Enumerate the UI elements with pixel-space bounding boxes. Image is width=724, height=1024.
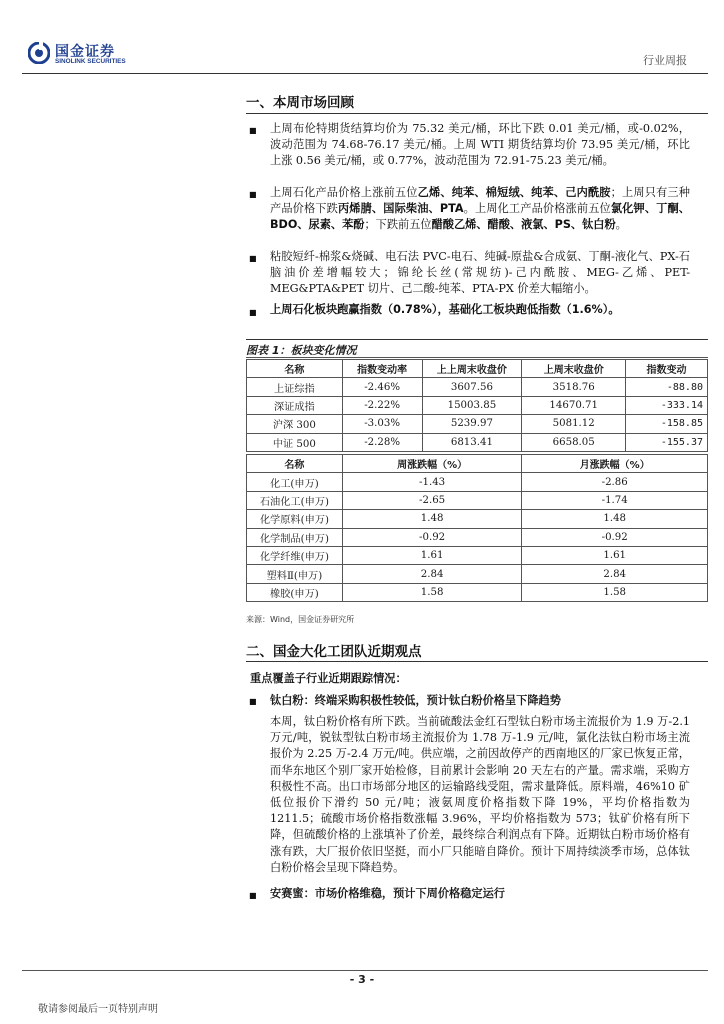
table-row [247, 396, 708, 414]
cell: 沪深 300 [247, 415, 343, 433]
cell: -2.65 [342, 491, 522, 509]
cell: -0.92 [342, 528, 522, 546]
cell: 上证综指 [247, 378, 343, 396]
cell: -2.46% [342, 378, 422, 396]
table-row [247, 565, 708, 583]
caption-rule [246, 357, 708, 358]
cell: -2.86 [522, 473, 708, 491]
cell: 15003.85 [422, 396, 522, 414]
cell: 化工(申万) [247, 473, 343, 491]
cell: 1.61 [522, 546, 708, 564]
table-row [247, 473, 708, 491]
cell: 2.84 [522, 565, 708, 583]
cell: -1.74 [522, 491, 708, 509]
table-row [247, 491, 708, 509]
section2-subhead: 重点覆盖子行业近期跟踪情况： [250, 672, 407, 685]
cell: -2.22% [342, 396, 422, 414]
figure-top-rule [246, 339, 708, 340]
figure-caption: 图表 1：板块变化情况 [246, 344, 357, 357]
cell: 1.61 [342, 546, 522, 564]
section1-underline [246, 113, 708, 114]
table-row [247, 510, 708, 528]
cell: 5239.97 [422, 415, 522, 433]
cell: -333.14 [626, 396, 708, 414]
cell: -3.03% [342, 415, 422, 433]
sinolink-logo-icon [28, 42, 50, 64]
cell: -158.85 [626, 415, 708, 433]
footer-divider [22, 970, 708, 971]
cell: 1.48 [522, 510, 708, 528]
disclaimer: 敬请参阅最后一页特别声明 [38, 1004, 158, 1015]
table-row [247, 433, 708, 451]
cell: 5081.12 [522, 415, 626, 433]
bullet-icon: ■ [249, 254, 257, 263]
figure-source: 来源：Wind，国金证券研究所 [246, 615, 355, 624]
bullet-icon: ■ [249, 891, 257, 900]
oil-price-paragraph: 上周布伦特期货结算均价为 75.32 美元/桶，环比下跌 0.01 美元/桶，或-0.02%，波动范围为 74.68-76.17 美元/桶。上周 WTI 期货结算均价 73.95 美元/桶，环比上涨 0.56 美元/桶，或 0.77%，波动范围为 72.91-75.23 美元/桶。 [270, 122, 690, 168]
cell: -88.80 [626, 378, 708, 396]
table-header-row [247, 360, 708, 378]
table-row [247, 415, 708, 433]
cell: 3607.56 [422, 378, 522, 396]
cell: 1.58 [522, 583, 708, 601]
section2-underline [246, 661, 708, 662]
cell: 深证成指 [247, 396, 343, 414]
section2-title: 二、国金大化工团队近期观点 [246, 644, 422, 660]
header-cell: 指数变动 [626, 360, 708, 378]
header-cell: 指数变动率 [342, 360, 422, 378]
titanium-dioxide-paragraph: 本周，钛白粉价格有所下跌。当前硫酸法金红石型钛白粉市场主流报价为 1.9 万-2.1 万元/吨，锐钛型钛白粉市场主流报价为 1.78 万-1.9 元/吨，氯化法钛白粉市场主流报价为 2.25 万-2.4 万元/吨。供应端，之前因故停产的西南地区的厂家已恢复正常，而华东地区个别厂家开始检修，目前累计会影响 20 天左右的产量。需求端，采购方积极性不高。出口市场部分地区的运输路线受阻，需求量降低。原料端，46%10 矿低位报价下滑约 50 元/吨；液氨周度价格指数下降 19%，平均价格指数为 1211.5；硫酸市场价格指数涨幅 3.96%，平均价格指数为 573；钛矿价格有所下降，但硫酸价格的上涨填补了价差，最终综合利润点有下降。近期钛白粉市场价格有涨有跌，大厂报价依旧坚挺，而小厂只能暗自降价。预计下周持续淡季市场，总体钛白粉价格会呈现下降趋势。 [270, 715, 690, 874]
header-cell: 上周末收盘价 [522, 360, 626, 378]
cell: 塑料Ⅱ(申万) [247, 565, 343, 583]
header-cell: 上上周末收盘价 [422, 360, 522, 378]
cell: 石油化工(申万) [247, 491, 343, 509]
table-row [247, 528, 708, 546]
bullet-icon: ■ [249, 308, 257, 317]
header-cell: 月涨跌幅（%） [522, 455, 708, 473]
cell: 14670.71 [522, 396, 626, 414]
sector-table [246, 454, 708, 602]
titanium-dioxide-title: 钛白粉：终端采购积极性较低，预计钛白粉价格呈下降趋势 [270, 694, 561, 707]
spread-paragraph: 粘胶短纤-棉浆&烧碱、电石法 PVC-电石、纯碱-原盐&合成氨、丁酮-液化气、PX-石脑油价差增幅较大；锦纶长丝(常规纺)-己内酰胺、MEG-乙烯、PET-MEG&PTA&PET 切片、己二酸-纯苯、PTA-PX 价差大幅缩小。 [270, 250, 690, 296]
table-row [247, 546, 708, 564]
sector-performance-paragraph: 上周石化板块跑赢指数（0.78%），基础化工板块跑低指数（1.6%）。 [270, 303, 620, 316]
header-cell: 周涨跌幅（%） [342, 455, 522, 473]
cell: 1.48 [342, 510, 522, 528]
cell: 3518.76 [522, 378, 626, 396]
cell: -0.92 [522, 528, 708, 546]
cell: 中证 500 [247, 433, 343, 451]
table-row [247, 583, 708, 601]
logo-text-en: SINOLINK SECURITIES [55, 58, 126, 65]
header-divider [22, 73, 708, 74]
cell: 6813.41 [422, 433, 522, 451]
acesulfame-title: 安赛蜜：市场价格维稳，预计下周价格稳定运行 [270, 887, 505, 900]
header-cell: 名称 [247, 455, 343, 473]
price-change-paragraph: 上周石化产品价格上涨前五位乙烯、纯苯、棉短绒、纯苯、己内酰胺；上周只有三种产品价格下跌丙烯腈、国际柴油、PTA。上周化工产品价格涨前五位氯化钾、丁酮、BDO、尿素、苯酚；下跌前五位醋酸乙烯、醋酸、液氯、PS、钛白粉。 [270, 186, 690, 232]
table-header-row [247, 455, 708, 473]
bullet-icon: ■ [249, 697, 257, 706]
section1-title: 一、本周市场回顾 [246, 95, 354, 111]
bullet-icon: ■ [249, 126, 257, 135]
header-cell: 名称 [247, 360, 343, 378]
bullet-icon: ■ [249, 190, 257, 199]
company-logo [28, 40, 138, 70]
cell: 化学原料(申万) [247, 510, 343, 528]
cell: 6658.05 [522, 433, 626, 451]
table-row [247, 378, 708, 396]
cell: 化学纤维(申万) [247, 546, 343, 564]
report-type: 行业周报 [643, 54, 687, 67]
cell: -155.37 [626, 433, 708, 451]
logo-text-cn: 国金证券 [55, 44, 115, 60]
cell: 橡胶(申万) [247, 583, 343, 601]
cell: 1.58 [342, 583, 522, 601]
page-number: - 3 - [349, 973, 375, 986]
cell: -1.43 [342, 473, 522, 491]
index-table [246, 359, 708, 452]
cell: 化学制品(申万) [247, 528, 343, 546]
cell: 2.84 [342, 565, 522, 583]
cell: -2.28% [342, 433, 422, 451]
